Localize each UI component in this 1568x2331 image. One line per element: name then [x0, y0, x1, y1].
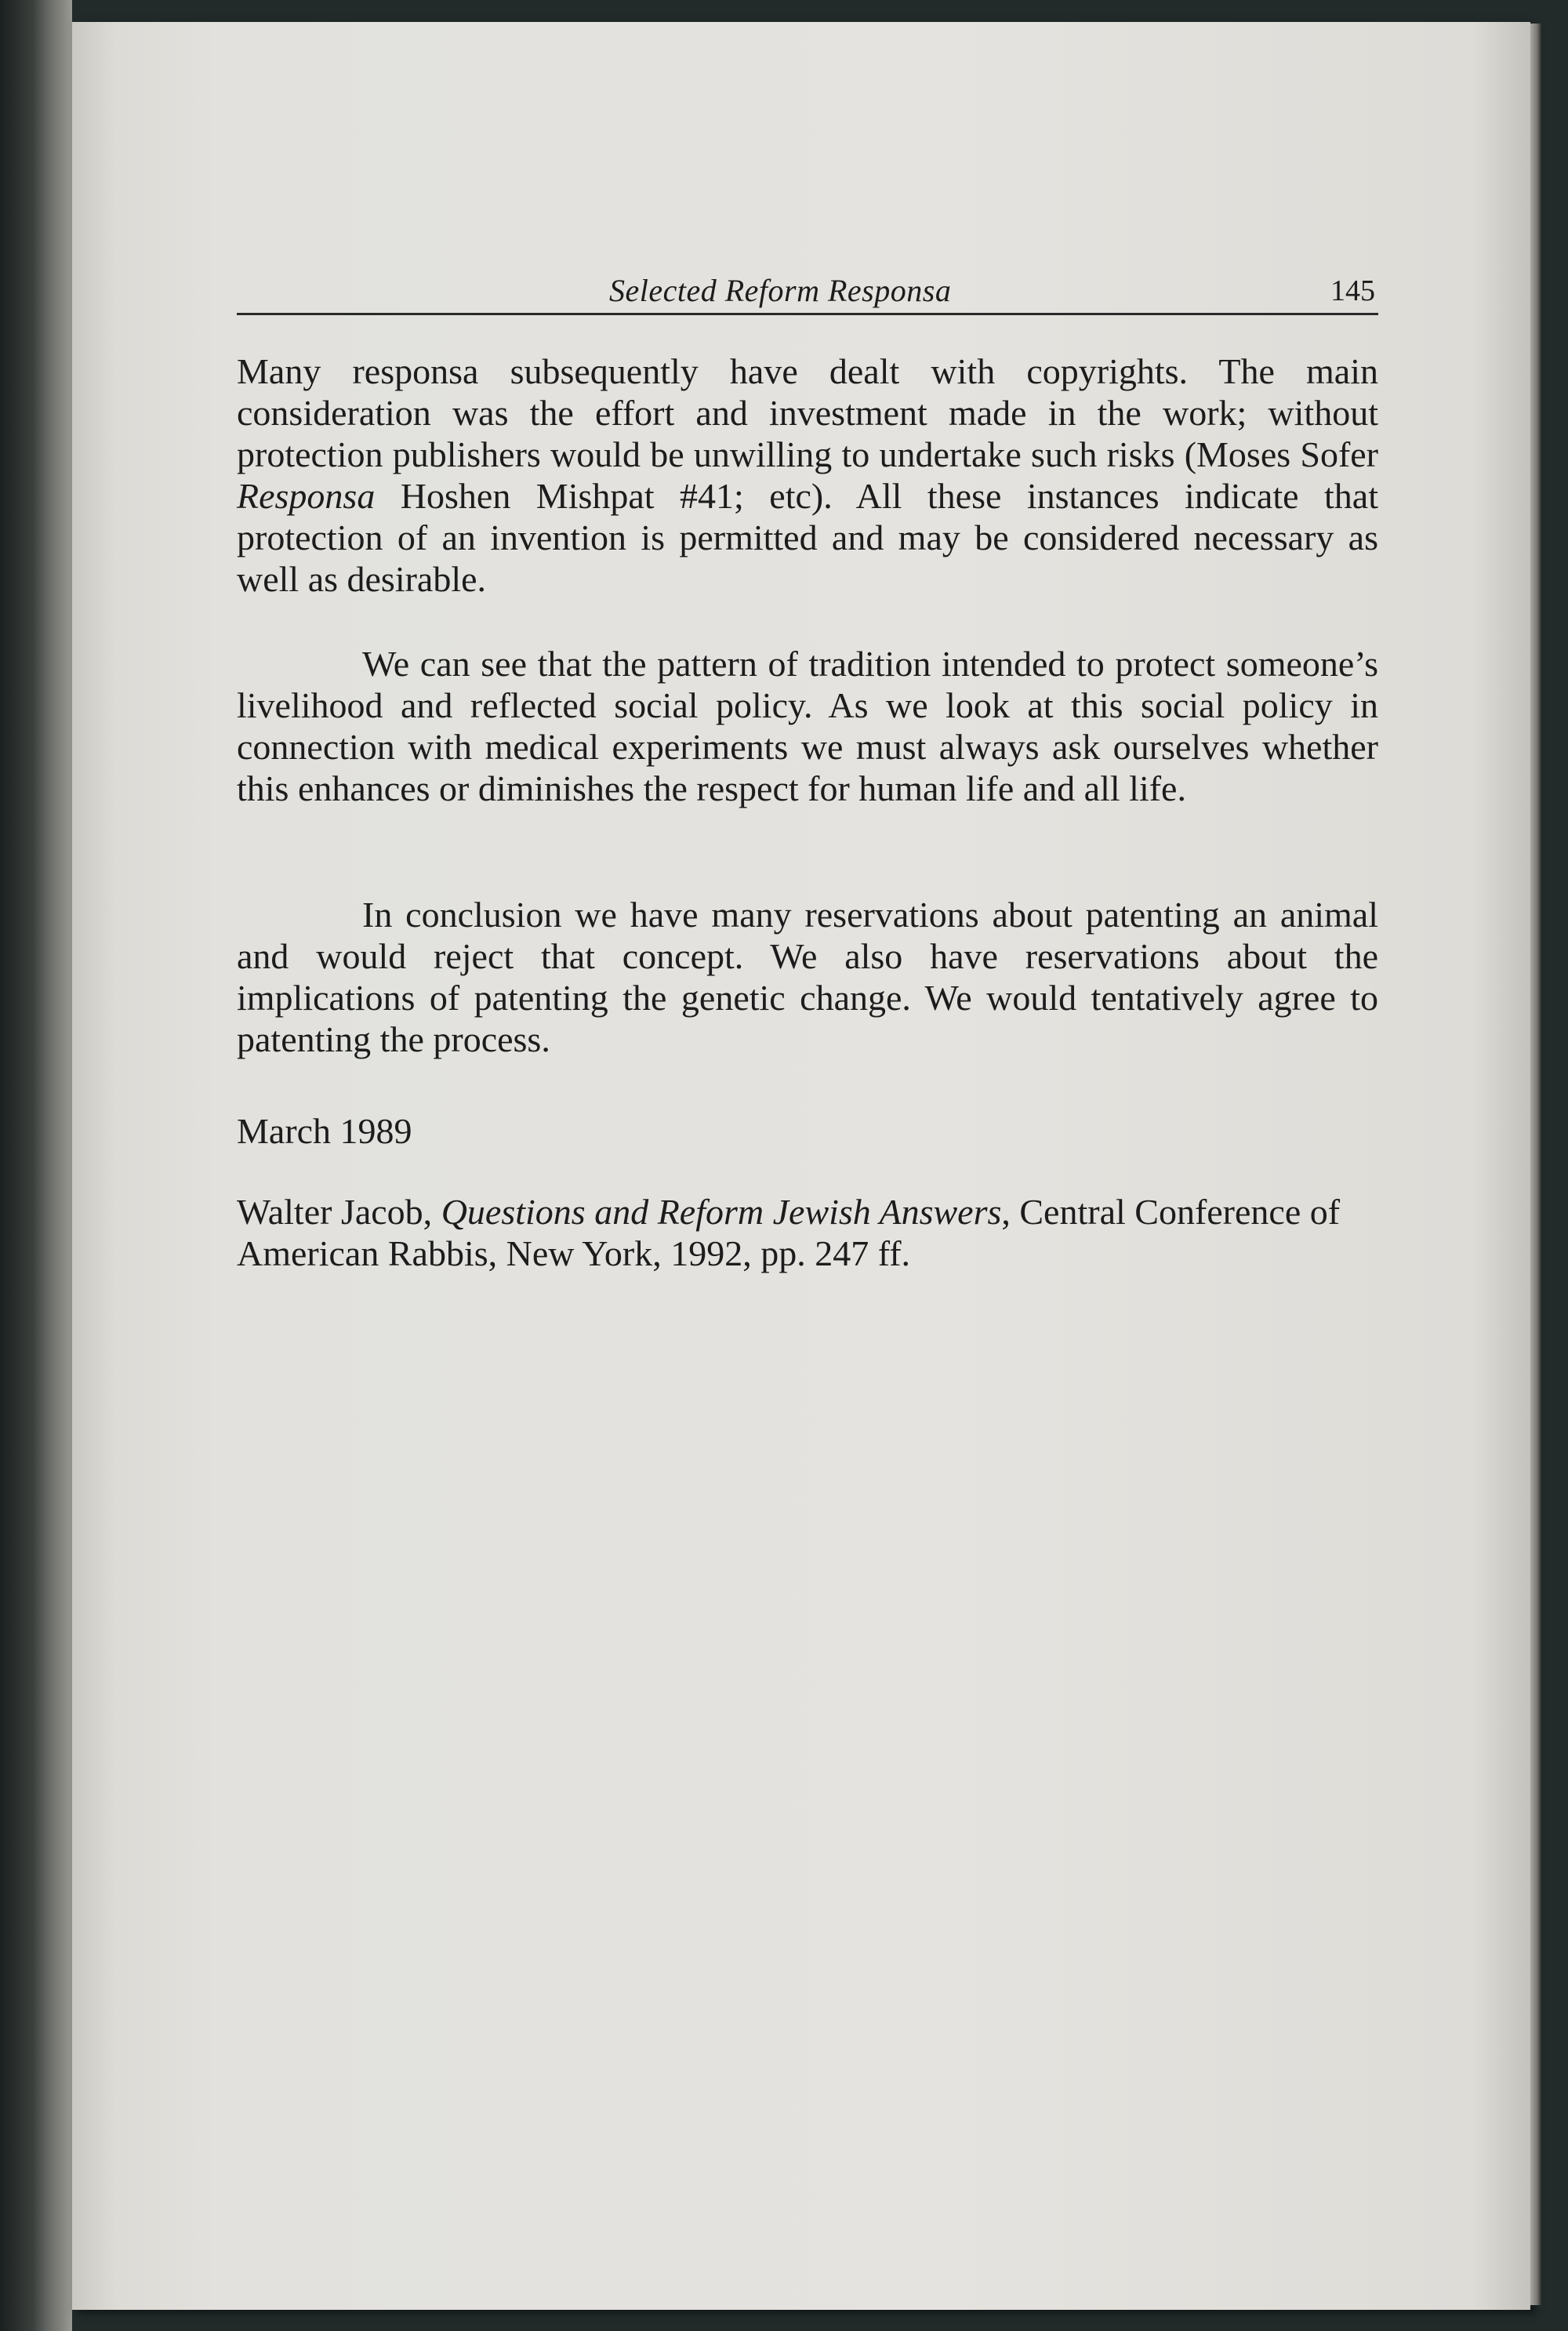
paragraph-2 — [237, 643, 1378, 809]
paragraph-3-text: In conclusion we have many reservations about patenting an animal and would reject that concept. We also have reservations about the implications of patenting the genetic change. We would tentatively agree to patenting the process. — [237, 895, 1378, 1059]
citation-title: Questions and Reform Jewish Answers — [441, 1192, 1002, 1232]
date-text: March 1989 — [237, 1111, 412, 1151]
running-header-title: Selected Reform Responsa — [609, 273, 952, 308]
paragraph-1-italic: Responsa — [237, 476, 376, 516]
book-spine-shadow — [0, 0, 72, 2331]
running-header — [237, 272, 1378, 315]
paragraph-1 — [237, 350, 1378, 600]
citation — [237, 1191, 1378, 1274]
paragraph-3 — [237, 894, 1378, 1060]
paragraph-1-text-a: Many responsa subsequently have dealt with copyrights. The main consideration was the effort and investment made in the work; without protection publishers would be unwilling to undertake such risks (Moses Sofer — [237, 351, 1378, 474]
date-line — [237, 1110, 1378, 1152]
paragraph-2-text: We can see that the pattern of tradition intended to protect someone’s livelihood and reflected social policy. As we look at this social policy in connection with medical experiments we must always ask ourselves whether this enhances or diminishes the respect for human life and all life. — [237, 644, 1378, 808]
citation-rest: , Central Conference of American Rabbis, New York, 1992, pp. 247 ff. — [237, 1192, 1341, 1273]
page-number: 145 — [1330, 274, 1375, 307]
paragraph-1-text-b: Hoshen Mishpat #41; etc). All these instances indicate that protection of an invention is permitted and may be considered necessary as well as desirable. — [237, 476, 1378, 599]
citation-author: Walter Jacob, — [237, 1192, 441, 1232]
page-edge — [1530, 24, 1541, 2305]
